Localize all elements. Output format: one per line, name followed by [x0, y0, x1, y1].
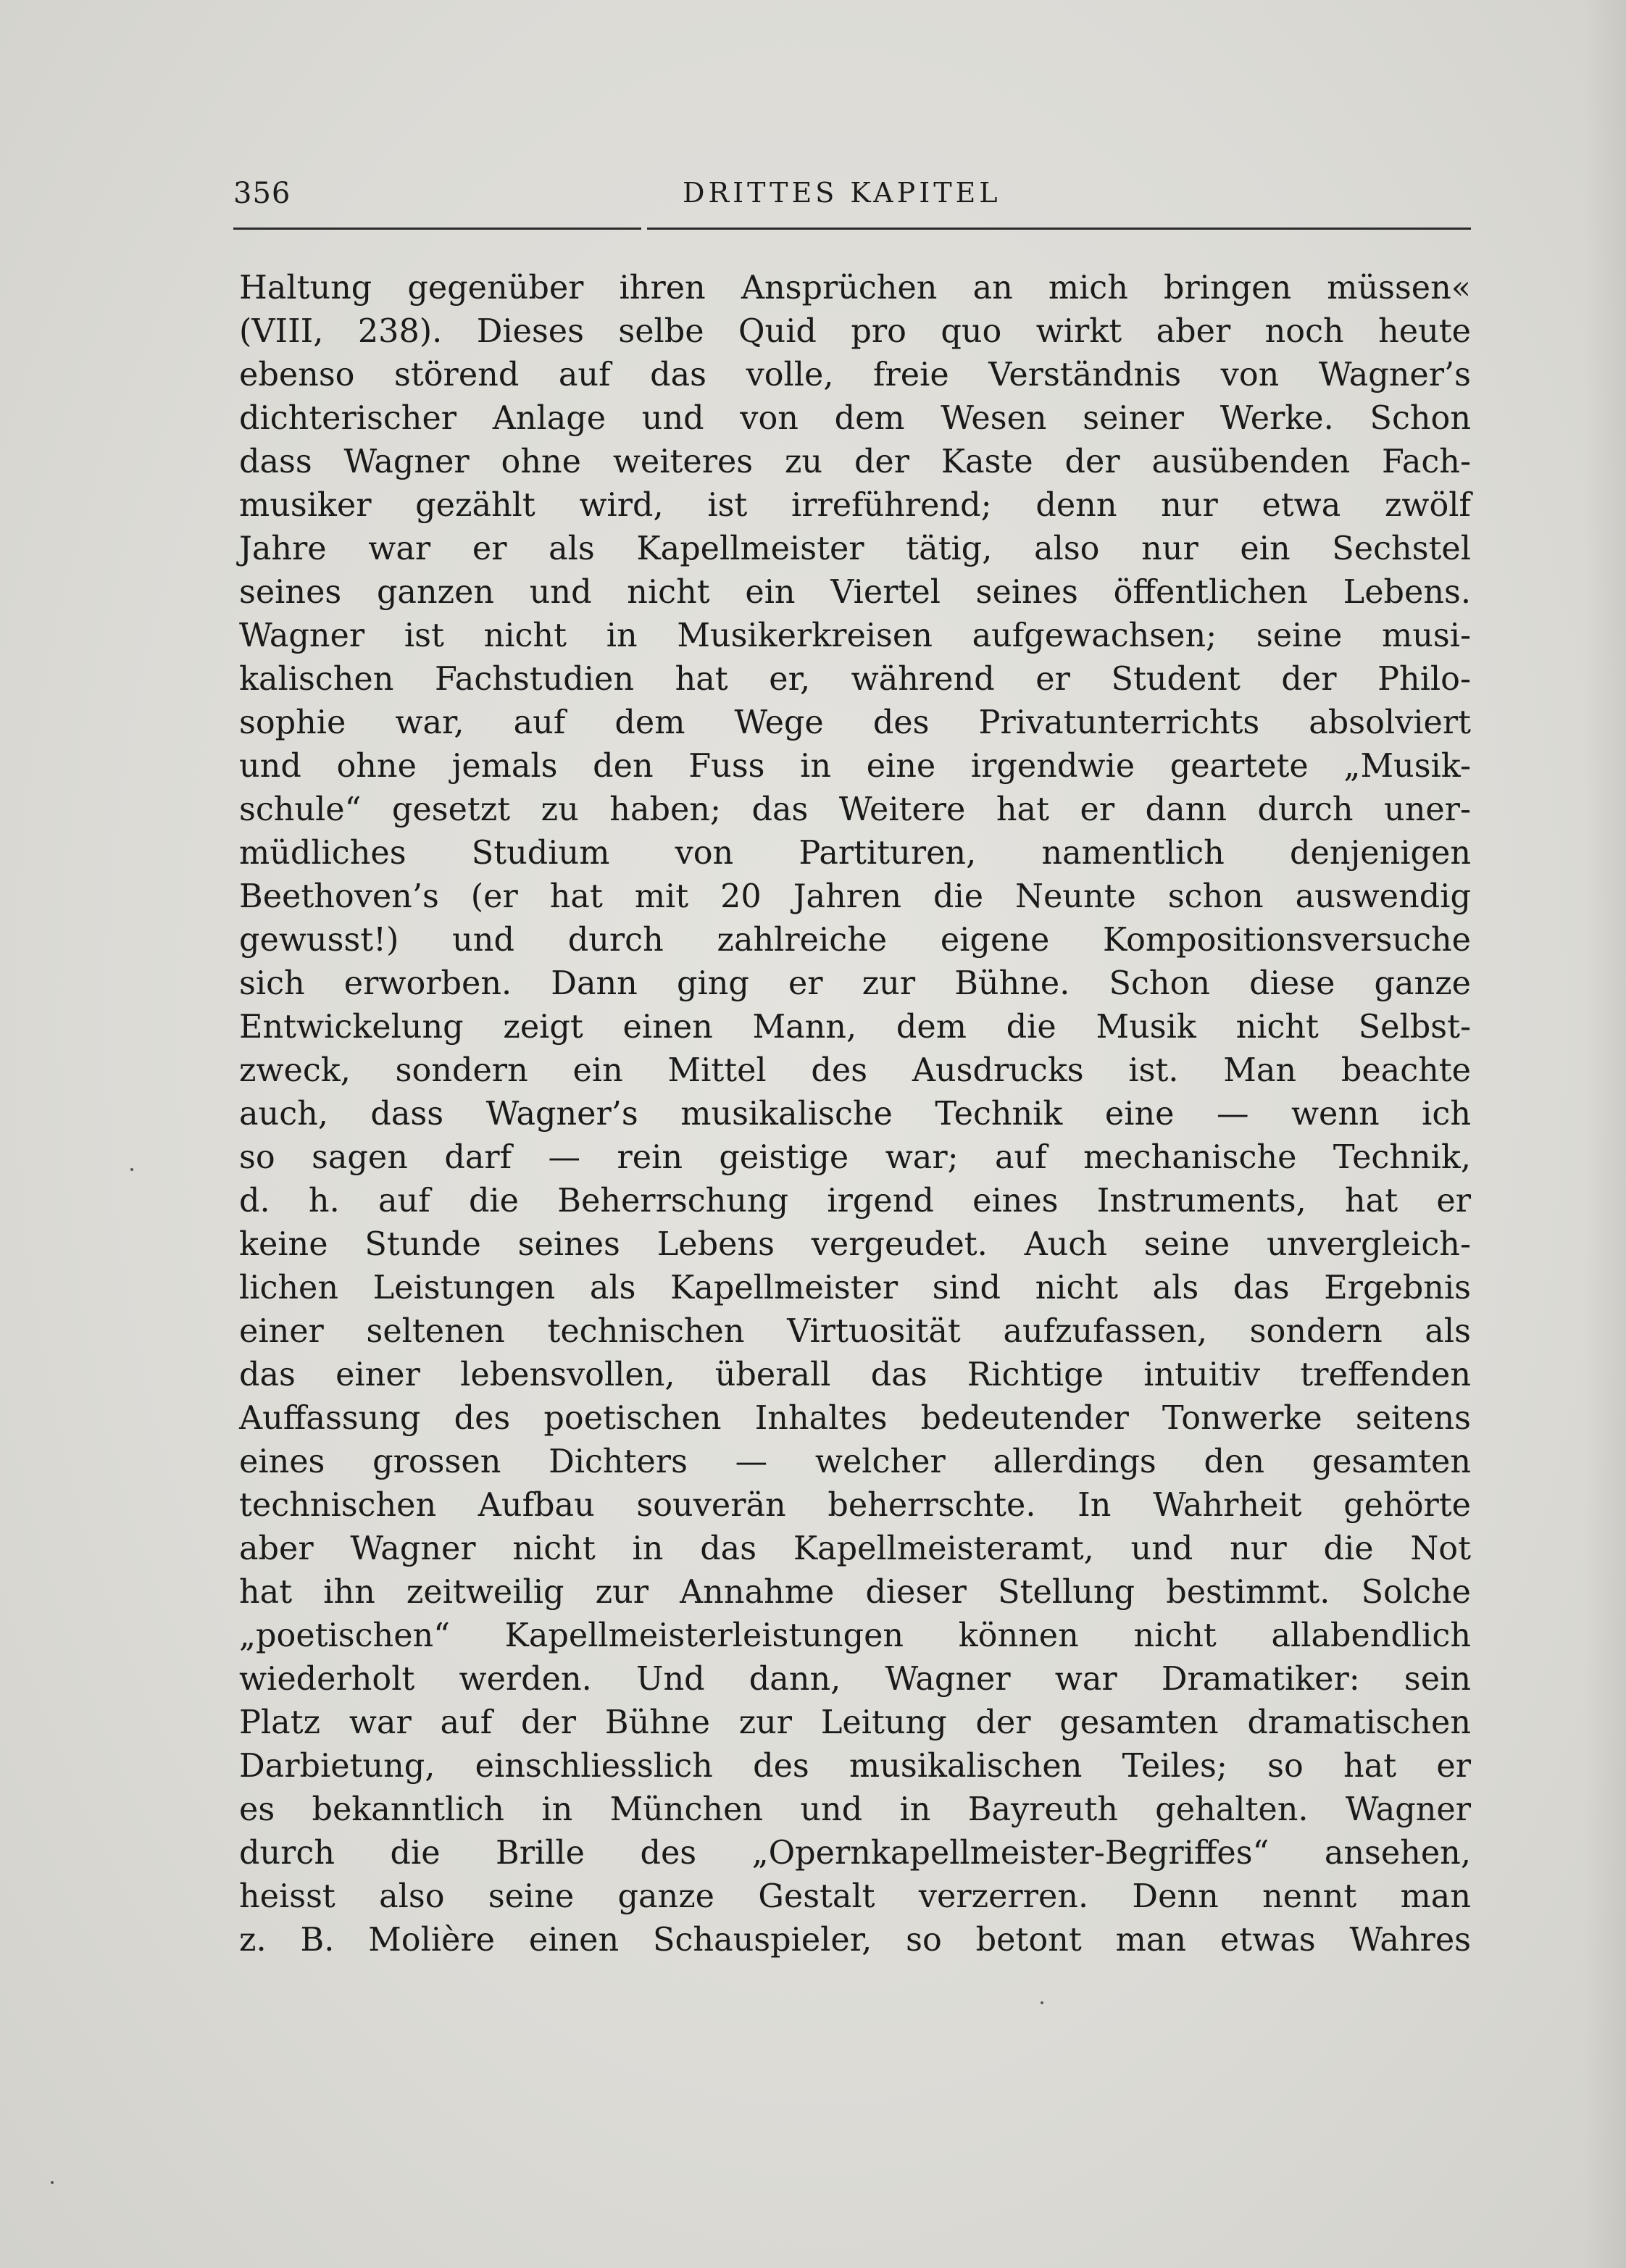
text-line: (VIII, 238). Dieses selbe Quid pro quo wirkt aber noch heute [239, 313, 1471, 350]
running-head: DRITTES KAPITEL [683, 177, 1001, 209]
text-line: Darbietung, einschliesslich des musikalischen Teiles; so hat er [239, 1748, 1471, 1785]
text-line: musiker gezählt wird, ist irreführend; denn nur etwa zwölf [239, 487, 1471, 524]
text-line: „poetischen“ Kapellmeisterleistungen können nicht allabendlich [239, 1617, 1471, 1654]
header-rule-left [233, 228, 641, 230]
text-line: gewusst!) und durch zahlreiche eigene Kompositionsversuche [239, 922, 1471, 959]
text-line: schule“ gesetzt zu haben; das Weitere hat er dann durch uner- [239, 791, 1471, 828]
page-number: 356 [233, 177, 291, 210]
paper-speck [130, 1168, 133, 1171]
page-header [233, 172, 1474, 216]
text-line: seines ganzen und nicht ein Viertel seines öffentlichen Lebens. [239, 574, 1471, 611]
body-text [239, 267, 1471, 1962]
text-line: lichen Leistungen als Kapellmeister sind nicht als das Ergebnis [239, 1270, 1471, 1306]
text-line: heisst also seine ganze Gestalt verzerren. Denn nennt man [239, 1878, 1471, 1915]
page-edge-shadow [1583, 0, 1626, 2268]
text-line: so sagen darf — rein geistige war; auf mechanische Technik, [239, 1139, 1471, 1176]
text-line: keine Stunde seines Lebens vergeudet. Auch seine unvergleich- [239, 1226, 1471, 1263]
text-line: das einer lebensvollen, überall das Richtige intuitiv treffenden [239, 1356, 1471, 1393]
text-line: durch die Brille des „Opernkapellmeister-Begriffes“ ansehen, [239, 1835, 1471, 1872]
paper-speck [51, 2181, 54, 2184]
text-line: ebenso störend auf das volle, freie Verständnis von Wagner’s [239, 357, 1471, 393]
text-line: aber Wagner nicht in das Kapellmeisteramt, und nur die Not [239, 1530, 1471, 1567]
text-line: sophie war, auf dem Wege des Privatunterrichts absolviert [239, 704, 1471, 741]
text-line: dass Wagner ohne weiteres zu der Kaste der ausübenden Fach- [239, 443, 1471, 480]
text-line: z. B. Molière einen Schauspieler, so betont man etwas Wahres [239, 1922, 1471, 1959]
text-line: hat ihn zeitweilig zur Annahme dieser Stellung bestimmt. Solche [239, 1574, 1471, 1611]
text-line: dichterischer Anlage und von dem Wesen seiner Werke. Schon [239, 400, 1471, 437]
text-line: d. h. auf die Beherrschung irgend eines Instruments, hat er [239, 1183, 1471, 1220]
text-line: Platz war auf der Bühne zur Leitung der gesamten dramatischen [239, 1704, 1471, 1741]
text-line: sich erworben. Dann ging er zur Bühne. Schon diese ganze [239, 965, 1471, 1002]
paper-speck [1041, 2001, 1043, 2004]
text-line: und ohne jemals den Fuss in eine irgendwie geartete „Musik- [239, 748, 1471, 785]
text-line: Haltung gegenüber ihren Ansprüchen an mich bringen müssen« [239, 270, 1471, 307]
text-line: Jahre war er als Kapellmeister tätig, also nur ein Sechstel [239, 530, 1471, 567]
text-line: Wagner ist nicht in Musikerkreisen aufgewachsen; seine musi- [239, 617, 1471, 654]
text-line: einer seltenen technischen Virtuosität aufzufassen, sondern als [239, 1313, 1471, 1350]
text-line: müdliches Studium von Partituren, namentlich denjenigen [239, 835, 1471, 872]
header-rule-right [647, 228, 1471, 230]
text-line: eines grossen Dichters — welcher allerdings den gesamten [239, 1443, 1471, 1480]
text-line: Beethoven’s (er hat mit 20 Jahren die Neunte schon auswendig [239, 878, 1471, 915]
text-line: technischen Aufbau souverän beherrschte. In Wahrheit gehörte [239, 1487, 1471, 1524]
text-line: wiederholt werden. Und dann, Wagner war Dramatiker: sein [239, 1661, 1471, 1698]
text-line: Auffassung des poetischen Inhaltes bedeutender Tonwerke seitens [239, 1400, 1471, 1437]
text-line: Entwickelung zeigt einen Mann, dem die Musik nicht Selbst- [239, 1009, 1471, 1046]
text-line: es bekanntlich in München und in Bayreuth gehalten. Wagner [239, 1791, 1471, 1828]
text-line: kalischen Fachstudien hat er, während er Student der Philo- [239, 661, 1471, 698]
text-line: auch, dass Wagner’s musikalische Technik eine — wenn ich [239, 1096, 1471, 1133]
text-line: zweck, sondern ein Mittel des Ausdrucks ist. Man beachte [239, 1052, 1471, 1089]
